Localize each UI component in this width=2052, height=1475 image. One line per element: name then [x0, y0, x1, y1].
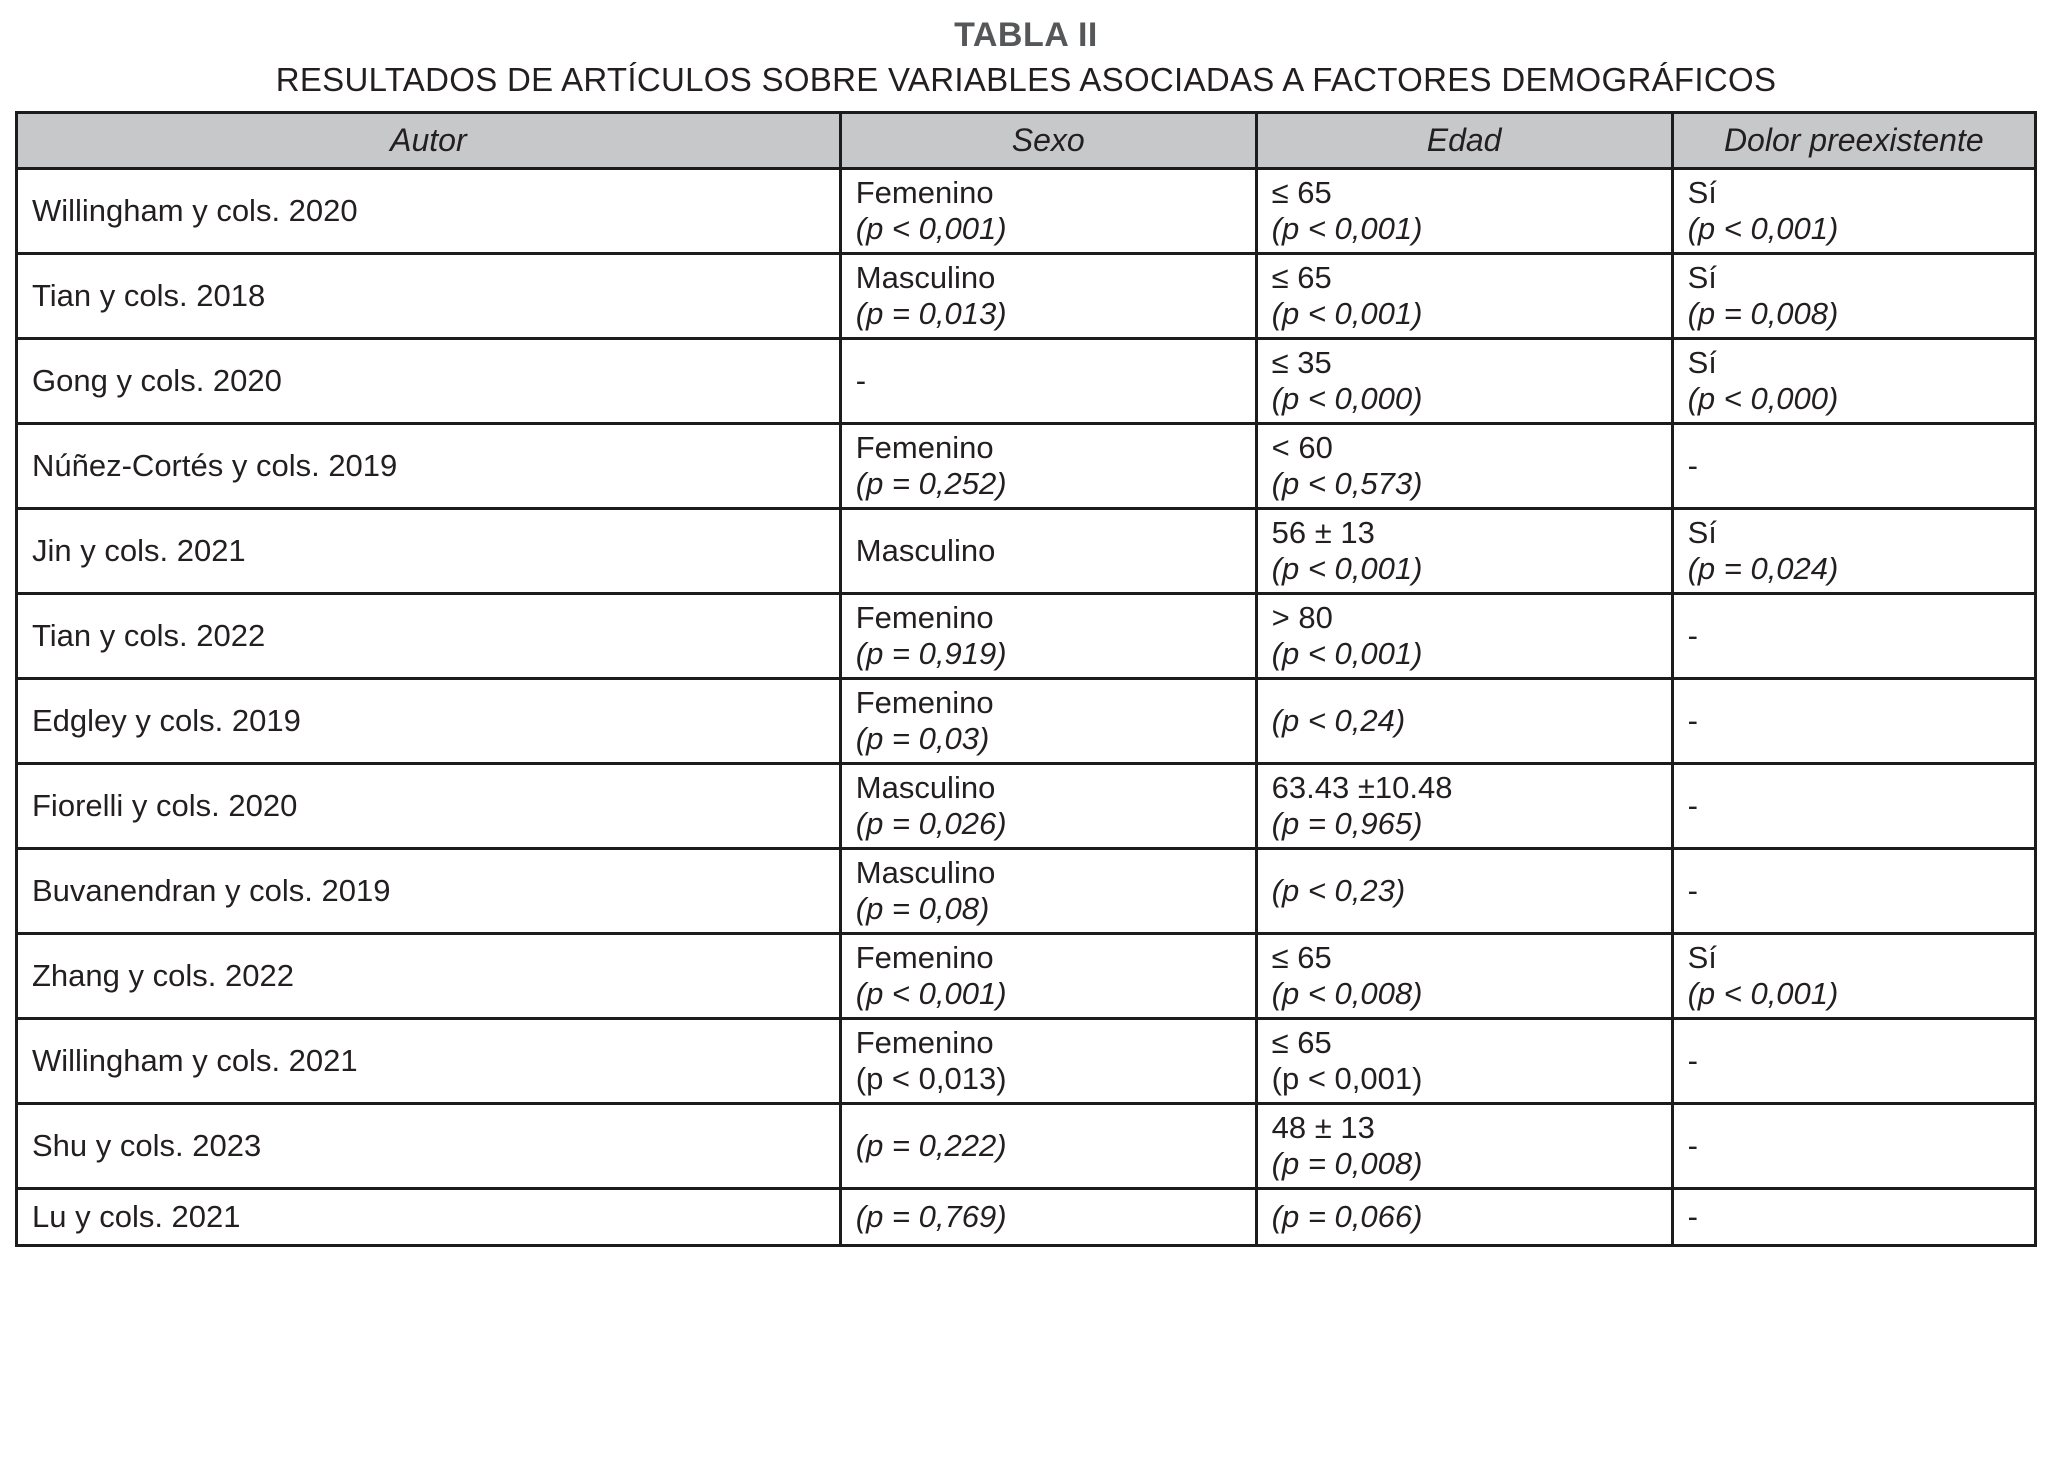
cell-sexo [840, 509, 1256, 594]
cell-text-line: - [1687, 1199, 1698, 1234]
cell-sexo [840, 254, 1256, 339]
p-value-line: (p = 0,252) [855, 466, 1007, 501]
cell-text-line: Zhang y cols. 2022 [32, 958, 294, 993]
p-value-line: (p = 0,066) [1271, 1199, 1423, 1234]
cell-autor [17, 254, 841, 339]
cell-text-line: ≤ 65 [1271, 940, 1332, 975]
cell-text-line: Sí [1687, 940, 1717, 975]
cell-dolor [1672, 339, 2035, 424]
table-header [17, 113, 2036, 169]
p-value-line: (p = 0,008) [1271, 1146, 1423, 1181]
p-value-line: (p < 0,001) [1271, 211, 1423, 246]
cell-edad [1256, 1104, 1672, 1189]
cell-text-line: Femenino [855, 940, 994, 975]
cell-text-line: - [1687, 1128, 1698, 1163]
p-value-line: (p = 0,024) [1687, 551, 1839, 586]
cell-sexo [840, 169, 1256, 254]
cell-sexo [840, 849, 1256, 934]
p-value-line: (p = 0,08) [855, 891, 990, 926]
table-row [17, 1019, 2036, 1104]
p-value-line: (p = 0,026) [855, 806, 1007, 841]
cell-autor [17, 764, 841, 849]
cell-sexo [840, 1019, 1256, 1104]
p-value-line: (p < 0,001) [855, 976, 1007, 1011]
cell-text-line: Willingham y cols. 2020 [32, 193, 358, 228]
p-value-line: (p = 0,965) [1271, 806, 1423, 841]
cell-text-line: Masculino [855, 260, 996, 295]
cell-edad [1256, 764, 1672, 849]
cell-text-line: - [1687, 1043, 1698, 1078]
cell-dolor [1672, 254, 2035, 339]
cell-text-line: 48 ± 13 [1271, 1110, 1375, 1145]
cell-dolor [1672, 424, 2035, 509]
cell-text-line: Buvanendran y cols. 2019 [32, 873, 391, 908]
cell-autor [17, 509, 841, 594]
p-value-line: (p < 0,001) [855, 211, 1007, 246]
cell-dolor [1672, 1189, 2035, 1246]
cell-autor [17, 594, 841, 679]
cell-text-line: Femenino [855, 1025, 994, 1060]
cell-text-line: Femenino [855, 600, 994, 635]
cell-text-line: Edgley y cols. 2019 [32, 703, 301, 738]
cell-text-line: Tian y cols. 2018 [32, 278, 266, 313]
cell-text-line: 56 ± 13 [1271, 515, 1375, 550]
p-value-line: (p < 0,23) [1271, 873, 1406, 908]
cell-dolor [1672, 169, 2035, 254]
cell-text-line: Femenino [855, 685, 994, 720]
header-cell-dolor-preexistente: Dolor preexistente [1672, 113, 2035, 169]
cell-text-line: < 60 [1271, 430, 1333, 465]
cell-edad [1256, 169, 1672, 254]
p-value-line: (p < 0,573) [1271, 466, 1423, 501]
cell-autor [17, 169, 841, 254]
cell-sexo [840, 339, 1256, 424]
cell-text-line: (p < 0,001) [1271, 1061, 1423, 1096]
header-cell-autor: Autor [17, 113, 841, 169]
p-value-line: (p = 0,222) [855, 1128, 1007, 1163]
cell-dolor [1672, 934, 2035, 1019]
p-value-line: (p < 0,24) [1271, 703, 1406, 738]
cell-edad [1256, 849, 1672, 934]
cell-text-line: Fiorelli y cols. 2020 [32, 788, 298, 823]
cell-text-line: - [855, 363, 867, 398]
cell-autor [17, 1189, 841, 1246]
cell-edad [1256, 934, 1672, 1019]
cell-text-line: Sí [1687, 345, 1717, 380]
results-table [15, 111, 2037, 1247]
cell-text-line: ≤ 65 [1271, 1025, 1332, 1060]
page-subtitle: RESULTADOS DE ARTÍCULOS SOBRE VARIABLES ASOCIADAS A FACTORES DEMOGRÁFICOS [275, 61, 1777, 98]
cell-autor [17, 424, 841, 509]
cell-text-line: - [1687, 703, 1698, 738]
cell-autor [17, 934, 841, 1019]
cell-text-line: Sí [1687, 260, 1717, 295]
cell-edad [1256, 1189, 1672, 1246]
cell-text-line: ≤ 65 [1271, 175, 1332, 210]
table-row [17, 1104, 2036, 1189]
cell-text-line: Shu y cols. 2023 [32, 1128, 262, 1163]
cell-dolor [1672, 764, 2035, 849]
cell-edad [1256, 339, 1672, 424]
cell-dolor [1672, 849, 2035, 934]
cell-autor [17, 1104, 841, 1189]
header-row [17, 113, 2036, 169]
cell-dolor [1672, 1019, 2035, 1104]
cell-text-line: Femenino [855, 430, 994, 465]
cell-text-line: Jin y cols. 2021 [32, 533, 246, 568]
cell-sexo [840, 679, 1256, 764]
table-row [17, 679, 2036, 764]
cell-sexo [840, 424, 1256, 509]
cell-text-line: 63.43 ±10.48 [1271, 770, 1453, 805]
cell-dolor [1672, 509, 2035, 594]
cell-dolor [1672, 1104, 2035, 1189]
p-value-line: (p < 0,001) [1687, 976, 1839, 1011]
table-row [17, 849, 2036, 934]
p-value-line: (p < 0,001) [1687, 211, 1839, 246]
p-value-line: (p < 0,001) [1271, 296, 1423, 331]
cell-text-line: (p < 0,013) [855, 1061, 1007, 1096]
cell-text-line: Sí [1687, 175, 1717, 210]
cell-text-line: Femenino [855, 175, 994, 210]
cell-text-line: Lu y cols. 2021 [32, 1199, 241, 1234]
cell-text-line: Masculino [855, 533, 996, 568]
p-value-line: (p < 0,000) [1271, 381, 1423, 416]
table-body [17, 169, 2036, 1246]
header-cell-sexo: Sexo [840, 113, 1256, 169]
cell-text-line: Gong y cols. 2020 [32, 363, 282, 398]
cell-edad [1256, 424, 1672, 509]
cell-text-line: > 80 [1271, 600, 1333, 635]
cell-text-line: - [1687, 788, 1698, 823]
table-row [17, 424, 2036, 509]
cell-autor [17, 849, 841, 934]
cell-sexo [840, 934, 1256, 1019]
cell-sexo [840, 1189, 1256, 1246]
cell-sexo [840, 764, 1256, 849]
cell-text-line: - [1687, 618, 1698, 653]
table-row [17, 339, 2036, 424]
cell-text-line: Masculino [855, 770, 996, 805]
cell-edad [1256, 1019, 1672, 1104]
table-row [17, 764, 2036, 849]
cell-edad [1256, 594, 1672, 679]
cell-text-line: ≤ 65 [1271, 260, 1332, 295]
table-row [17, 1189, 2036, 1246]
cell-dolor [1672, 594, 2035, 679]
table-row [17, 254, 2036, 339]
cell-autor [17, 339, 841, 424]
cell-text-line: Tian y cols. 2022 [32, 618, 266, 653]
p-value-line: (p < 0,001) [1271, 636, 1423, 671]
p-value-line: (p < 0,008) [1271, 976, 1423, 1011]
cell-text-line: Willingham y cols. 2021 [32, 1043, 358, 1078]
cell-autor [17, 1019, 841, 1104]
header-cell-edad: Edad [1256, 113, 1672, 169]
cell-text-line: - [1687, 448, 1698, 483]
cell-edad [1256, 509, 1672, 594]
p-value-line: (p = 0,03) [855, 721, 990, 756]
p-value-line: (p = 0,769) [855, 1199, 1007, 1234]
cell-sexo [840, 594, 1256, 679]
cell-edad [1256, 254, 1672, 339]
cell-dolor [1672, 679, 2035, 764]
p-value-line: (p = 0,919) [855, 636, 1007, 671]
cell-text-line: Masculino [855, 855, 996, 890]
cell-text-line: Sí [1687, 515, 1717, 550]
cell-text-line: Núñez-Cortés y cols. 2019 [32, 448, 398, 483]
table-row [17, 169, 2036, 254]
p-value-line: (p < 0,000) [1687, 381, 1839, 416]
table-row [17, 934, 2036, 1019]
table-row [17, 594, 2036, 679]
p-value-line: (p = 0,013) [855, 296, 1007, 331]
cell-sexo [840, 1104, 1256, 1189]
page-title: TABLA II [954, 16, 1098, 54]
cell-text-line: ≤ 35 [1271, 345, 1332, 380]
cell-edad [1256, 679, 1672, 764]
p-value-line: (p = 0,008) [1687, 296, 1839, 331]
table-row [17, 509, 2036, 594]
cell-autor [17, 679, 841, 764]
p-value-line: (p < 0,001) [1271, 551, 1423, 586]
cell-text-line: - [1687, 873, 1698, 908]
